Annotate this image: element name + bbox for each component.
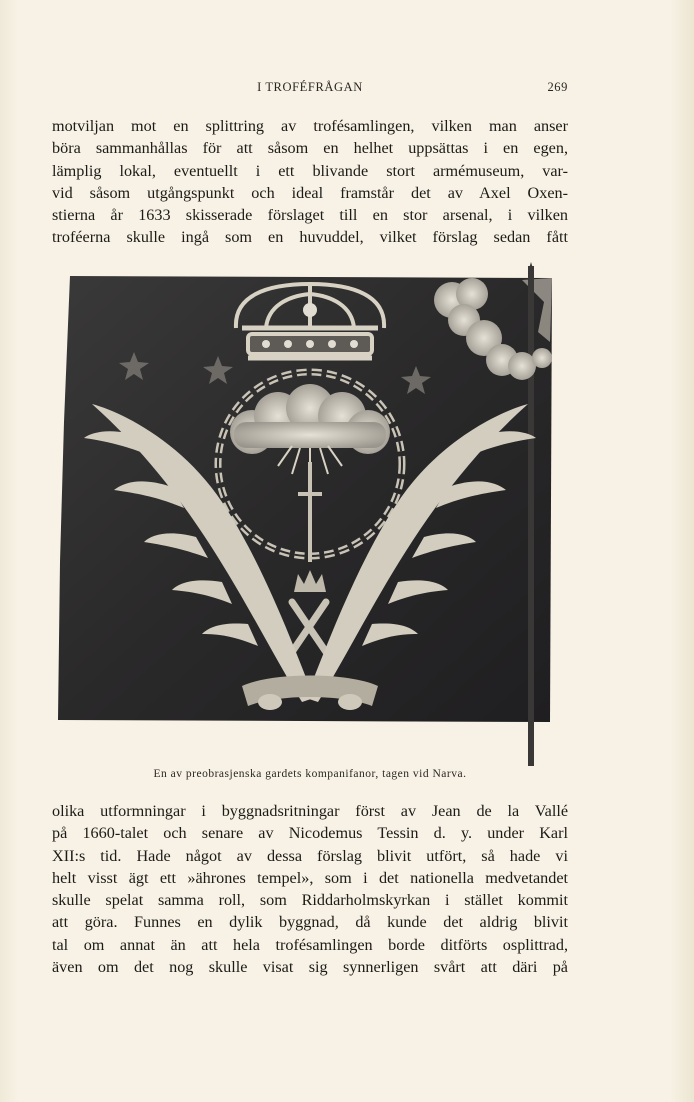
text-line: lämplig lokal, eventuellt i ett blivande stort armémuseum, var- (52, 161, 568, 180)
text-line: att göra. Funnes en dylik byggnad, då kunde det aldrig blivit (52, 913, 568, 932)
flag-photograph (52, 262, 568, 772)
page-number: 269 (547, 80, 568, 94)
text-line: stierna år 1633 skisserade förslaget till en stor arsenal, i vilken (52, 206, 568, 225)
text-line: motviljan mot en splittring av trofésamlingen, vilken man anser (52, 117, 568, 135)
text-line: XII:s tid. Hade något av dessa förslag blivit utfört, så hade vi (52, 846, 568, 865)
text-line: tal om annat än att hela trofésamlingen borde ditförts osplittrad, (52, 935, 568, 954)
text-line: vid såsom utgångspunkt och ideal framstår det av Axel Oxen- (52, 183, 568, 202)
text-line: helt visst ägt ett »ährones tempel», som i det nationella medvetandet (52, 868, 568, 887)
flag-staff (528, 266, 534, 766)
running-title: I TROFÉFRÅGAN (257, 80, 363, 94)
flag-illustration (52, 262, 568, 772)
text-line: böra sammanhållas för att såsom en helhet uppsättas i en egen, (52, 139, 568, 158)
text-line: troféerna skulle ingå som en huvuddel, vilket förslag sedan fått (52, 228, 568, 247)
text-line: skulle spelat samma roll, som Riddarholmskyrkan i stället kommit (52, 891, 568, 910)
figure-caption: En av preobrasjenska gardets kompanifanor, tagen vid Narva. (153, 768, 467, 780)
paragraph-before-figure (52, 115, 568, 249)
text-line: även om det nog skulle visat sig synnerligen svårt att däri på (52, 958, 568, 977)
text-line: olika utformningar i byggnadsritningar först av Jean de la Vallé (52, 802, 568, 820)
page-header (52, 80, 568, 100)
paragraph-after-figure (52, 800, 568, 978)
text-line: på 1660-talet och senare av Nicodemus Tessin d. y. under Karl (52, 824, 568, 843)
